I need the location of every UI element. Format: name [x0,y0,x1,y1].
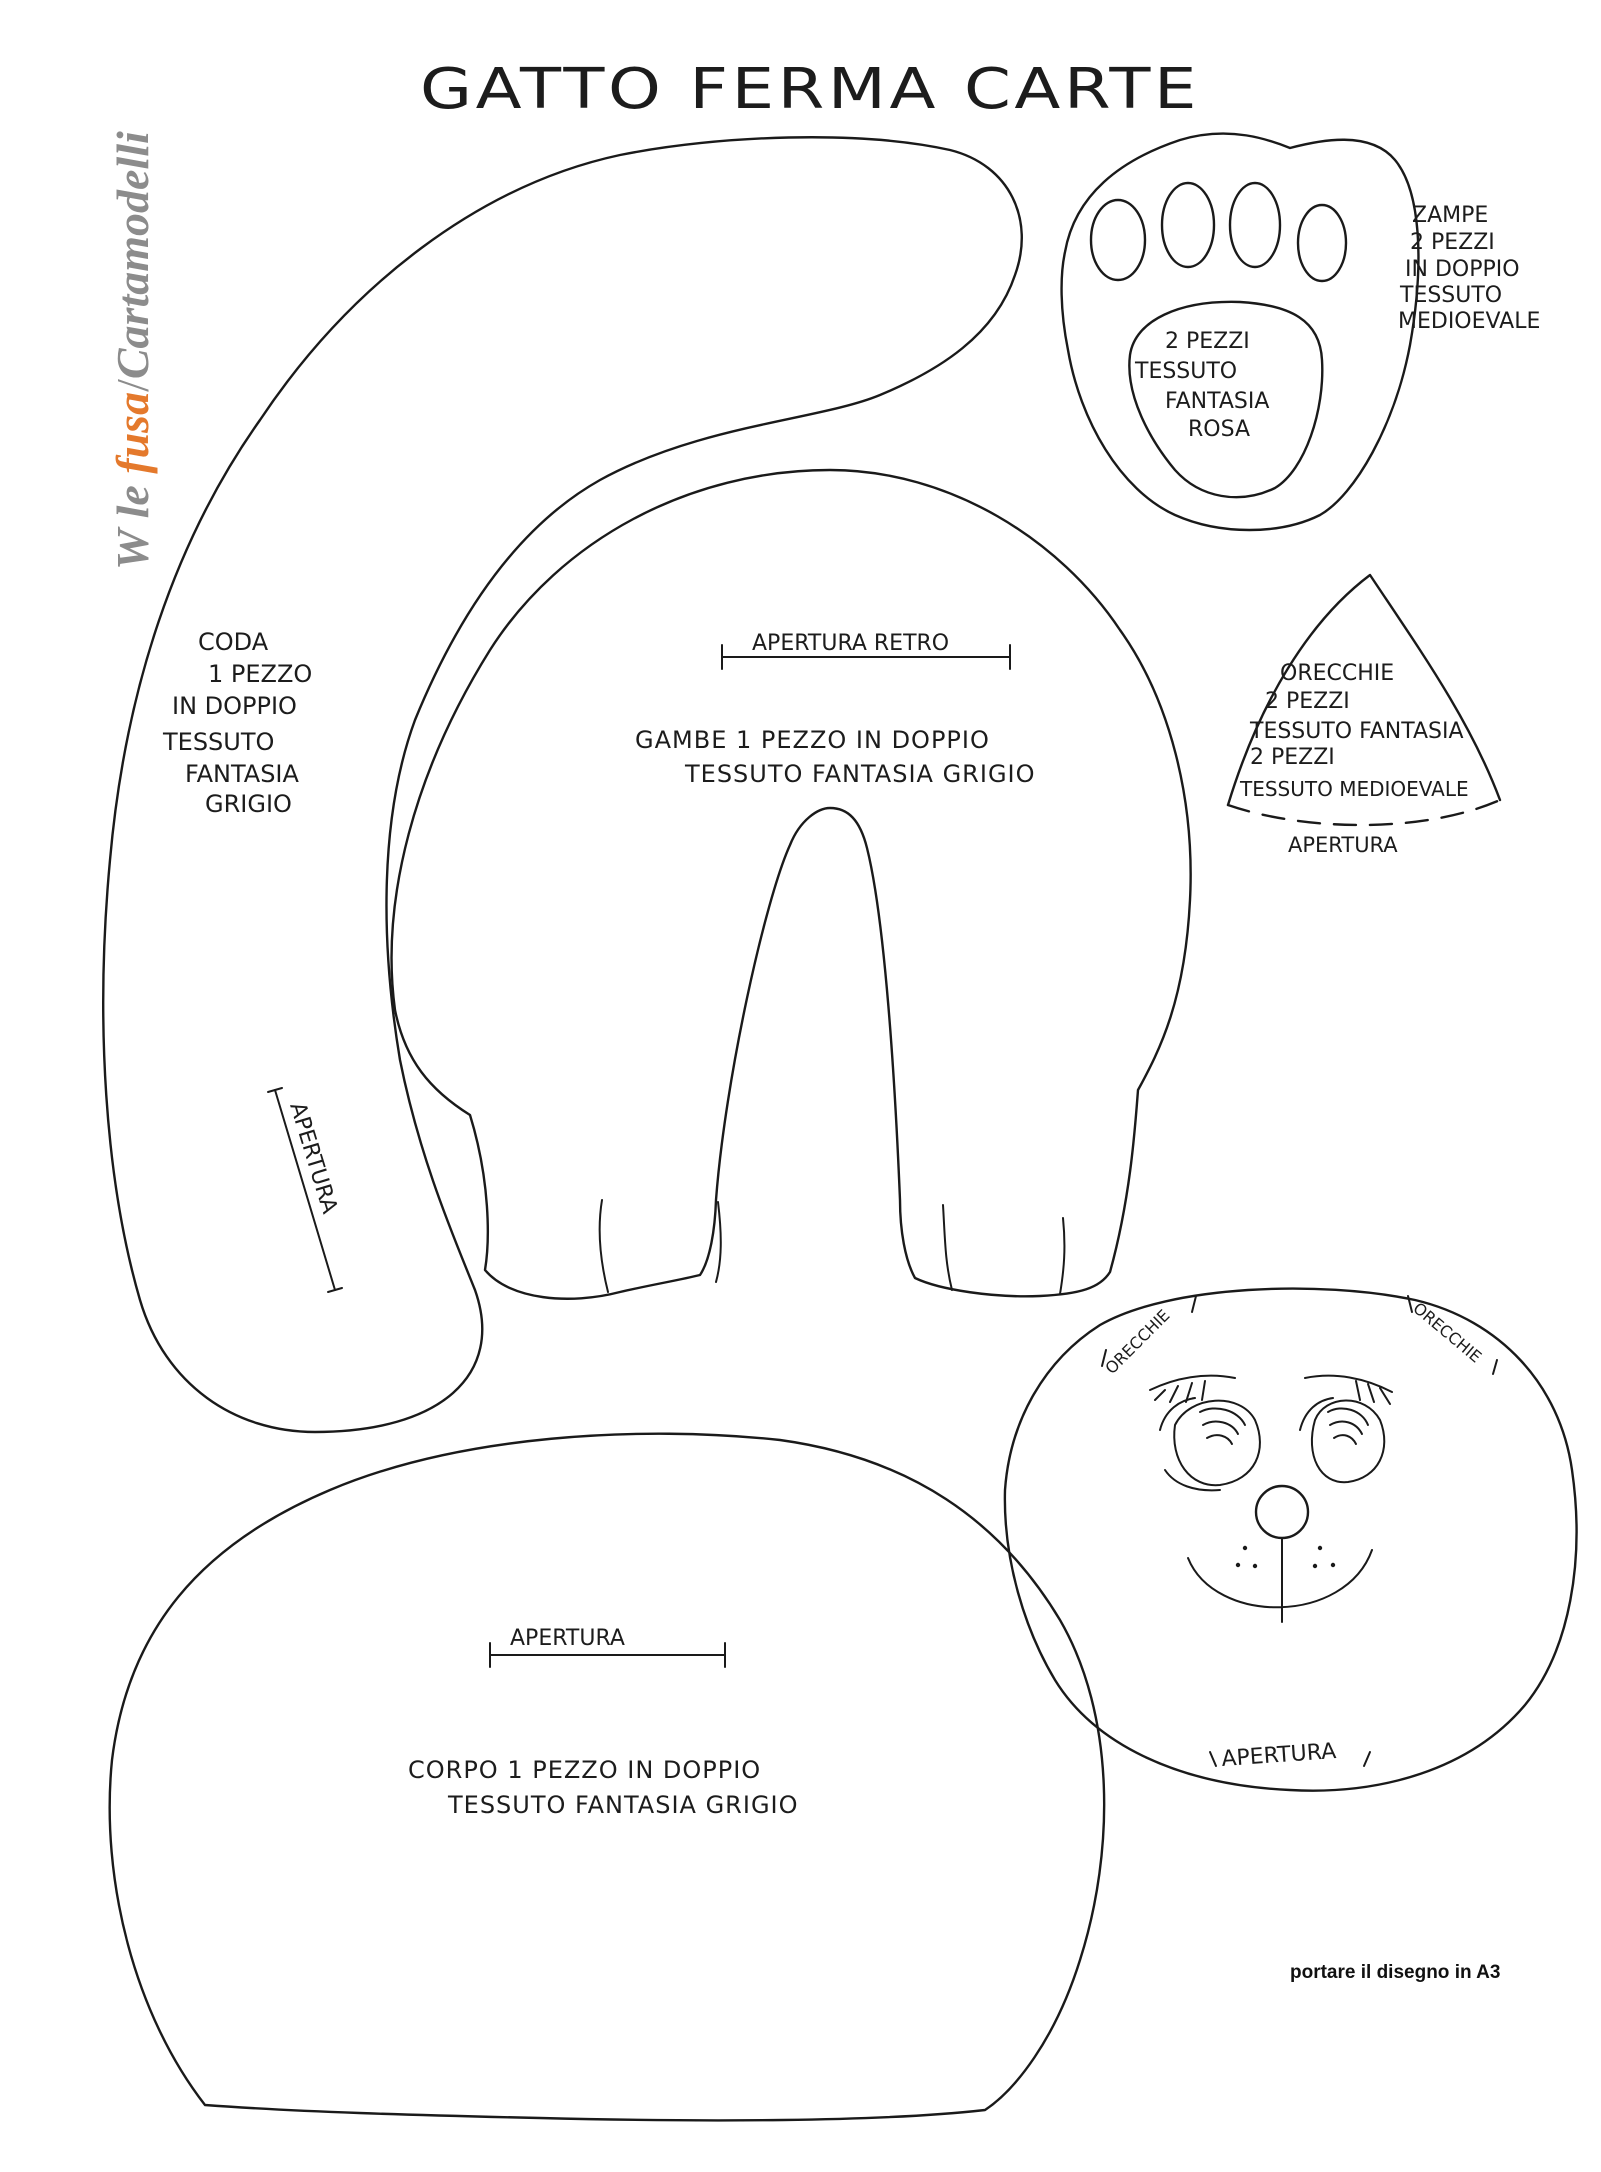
legs-opening-label: APERTURA RETRO [752,631,950,656]
paw-pad-label-line-4: ROSA [1188,417,1251,442]
ear-piece [1228,575,1500,857]
legs-outline [392,470,1191,1299]
legs-toe-line-1 [600,1200,608,1292]
body-opening-marker [490,1626,725,1667]
ear-label [1239,661,1469,801]
body-opening-label: APERTURA [510,1626,625,1651]
legs-toe-line-3 [943,1205,952,1290]
ear-label-line-4: 2 PEZZI [1250,745,1335,770]
brand-part-3: Cartamodelli [107,131,158,380]
paw-pad-label-line-1: 2 PEZZI [1165,329,1250,354]
left-eye [1160,1398,1260,1490]
paw-label-line-1: ZAMPE [1412,203,1489,228]
head-opening-label: APERTURA [1220,1739,1338,1772]
ear-opening-label: APERTURA [1288,833,1398,857]
ear-label-line-3: TESSUTO FANTASIA [1250,719,1464,744]
ear-opening-seam [1228,800,1500,825]
tail-label-line-1: CODA [198,628,269,656]
tail-label-line-2: 1 PEZZO [208,660,313,688]
paw-label [1398,203,1540,334]
paw-toe-2 [1162,183,1214,267]
paw-pad-label-line-2: TESSUTO [1135,359,1238,384]
legs-label-line-1: GAMBE 1 PEZZO IN DOPPIO [635,726,990,754]
right-eye [1300,1398,1384,1482]
tail-label-line-4: TESSUTO [163,728,275,756]
paw-label-line-3: IN DOPPIO [1405,257,1520,282]
paw-toe-3 [1230,183,1280,267]
body-label-line-2: TESSUTO FANTASIA GRIGIO [448,1791,799,1819]
head-ear-right-label: ORECCHIE [1409,1298,1486,1367]
paw-label-line-5: MEDIOEVALE [1398,309,1541,334]
mouth [1188,1538,1372,1622]
legs-toe-line-4 [1060,1218,1064,1294]
pattern-title: GATTO FERMA CARTE [420,57,1200,122]
head-piece [1005,1289,1577,1791]
paw-piece [1062,134,1541,530]
svg-text:W le fusa/Cartamodelli [107,131,158,570]
legs-label-line-2: TESSUTO FANTASIA GRIGIO [685,760,1036,788]
tail-opening-label: APERTURA [284,1099,342,1217]
tail-label-line-5: FANTASIA [185,760,299,788]
paw-pad-label-line-3: FANTASIA [1165,389,1270,414]
tail-label [162,628,312,818]
paw-toe-4 [1298,205,1346,281]
paw-label-line-4: TESSUTO [1400,283,1503,308]
ear-label-line-1: ORECCHIE [1280,661,1395,686]
body-piece [110,1434,1104,2121]
legs-toe-line-2 [716,1202,721,1282]
ear-label-line-2: 2 PEZZI [1265,689,1350,714]
paw-toe-1 [1091,200,1145,280]
paw-pad-label [1134,329,1269,442]
brand-logo [107,131,158,570]
head-ear-left-label: ORECCHIE [1101,1305,1174,1378]
head-outline [1005,1289,1577,1791]
tail-label-line-6: GRIGIO [205,790,292,818]
tail-opening-marker [268,1088,342,1292]
whisker-dots [1236,1546,1335,1568]
brand-part-2: fusa [107,391,158,474]
print-instruction: portare il disegno in A3 [1290,1962,1501,1983]
ear-label-line-5: TESSUTO MEDIOEVALE [1240,777,1469,801]
tail-label-line-3: IN DOPPIO [172,692,297,720]
body-label-line-1: CORPO 1 PEZZO IN DOPPIO [408,1756,762,1784]
cat-face [1150,1376,1392,1622]
nose [1256,1486,1308,1538]
brand-part-1: W le [107,473,158,570]
brand-separator: / [107,379,158,392]
paw-label-line-2: 2 PEZZI [1410,230,1495,255]
legs-opening-marker [722,631,1010,669]
legs-piece [392,470,1191,1299]
